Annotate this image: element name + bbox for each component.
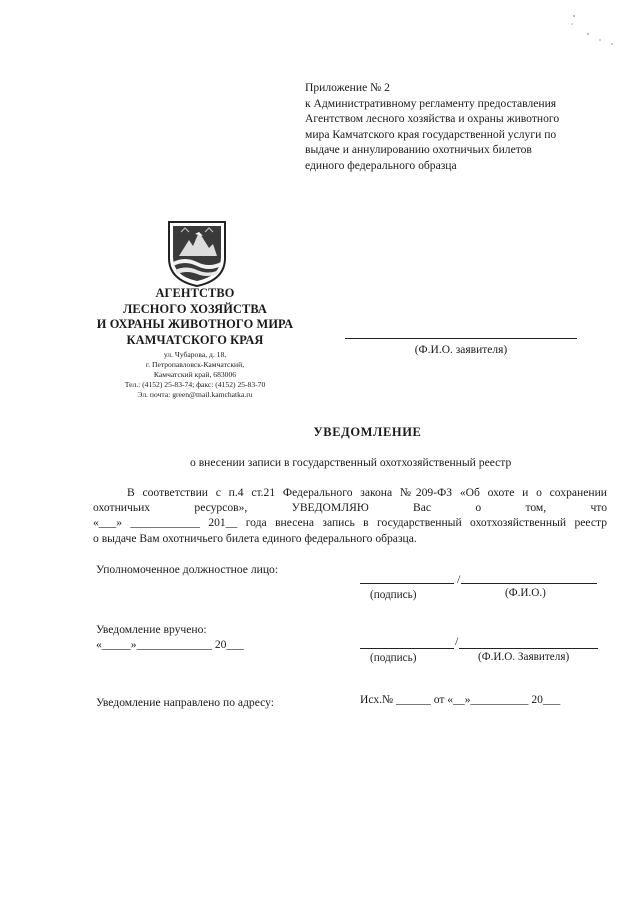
official-signature-caption: (подпись) <box>370 589 417 601</box>
notice-body-line: В соответствии с п.4 ст.21 Федерального закона №209-ФЗ «Об охоте и о сохранении <box>127 486 607 499</box>
agency-name-line: КАМЧАТСКОГО КРАЯ <box>126 332 264 347</box>
applicant-caption: (Ф.И.О. заявителя) <box>414 344 508 356</box>
agency-address-line: ул. Чубарова, д. 18, <box>163 350 227 359</box>
separator-slash: / <box>457 572 461 586</box>
agency-name-line: АГЕНТСТВО <box>155 286 235 300</box>
outgoing-number: Исх.№ ______ от «__»__________ 20___ <box>360 693 561 706</box>
appendix-title: Приложение № 2 <box>305 81 390 94</box>
delivered-signature-line <box>360 648 454 649</box>
notice-body <box>93 485 607 546</box>
delivered-label: Уведомление вручено: <box>96 623 207 636</box>
agency-address-line: Камчатский край, 683006 <box>153 370 237 379</box>
delivered-date: «_____»_____________ 20___ <box>96 638 244 651</box>
notice-body-line: охотничьих ресурсов», УВЕДОМЛЯЮ Вас о том, что <box>93 501 607 515</box>
appendix-line: к Административному регламенту предоставления <box>305 96 557 110</box>
delivered-signature-caption: (подпись) <box>370 652 417 664</box>
notice-title: УВЕДОМЛЕНИЕ <box>313 425 422 439</box>
delivered-name-caption: (Ф.И.О. Заявителя) <box>478 651 570 663</box>
agency-name-line: И ОХРАНЫ ЖИВОТНОГО МИРА <box>96 317 294 331</box>
appendix-block <box>305 80 598 173</box>
appendix-line: единого федерального образца <box>305 158 457 172</box>
official-name-line <box>461 583 597 584</box>
appendix-line: выдаче и аннулированию охотничьих билетов <box>305 143 532 156</box>
agency-name-line: ЛЕСНОГО ХОЗЯЙСТВА <box>123 301 267 316</box>
sent-label: Уведомление направлено по адресу: <box>96 696 275 709</box>
notice-subtitle: о внесении записи в государственный охотхозяйственный реестр <box>190 456 512 469</box>
official-signature-line <box>360 583 454 584</box>
agency-address-line: Тел.: (4152) 25-83-74; факс: (4152) 25-83-70 <box>124 380 266 389</box>
coat-of-arms-emblem <box>165 218 229 288</box>
agency-address-line: г. Петропавловск-Камчатский, <box>145 360 245 369</box>
appendix-line: мира Камчатского края государственной услуги по <box>305 127 557 141</box>
delivered-name-line <box>459 648 598 649</box>
notice-body-line: «___» ____________ 201__ года внесена запись в государственный охотхозяйственный реестр <box>93 516 607 530</box>
separator-slash: / <box>455 634 459 648</box>
official-name-caption: (Ф.И.О.) <box>505 587 546 599</box>
official-label: Уполномоченное должностное лицо: <box>96 563 279 576</box>
applicant-name-line <box>345 338 577 339</box>
appendix-line: Агентством лесного хозяйства и охраны животного <box>305 112 560 125</box>
notice-body-line: о выдаче Вам охотничьего билета единого федерального образца. <box>93 531 417 545</box>
agency-address-line: Эл. почта: green@mail.kamchatka.ru <box>137 390 253 399</box>
agency-block <box>85 286 305 400</box>
scan-specks <box>560 8 620 48</box>
